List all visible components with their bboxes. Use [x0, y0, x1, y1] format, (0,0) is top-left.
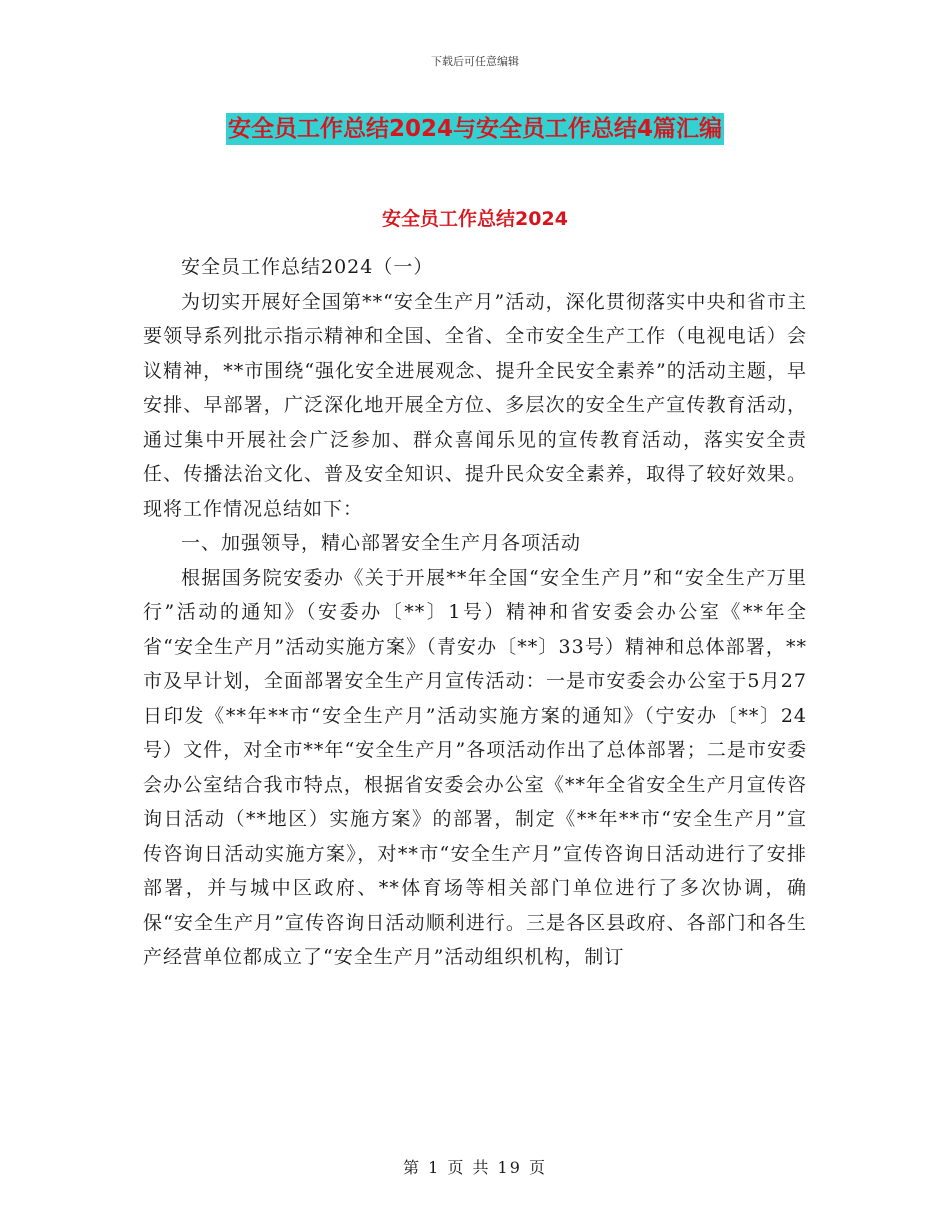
paragraph: 安全员工作总结2024（一） [181, 256, 434, 278]
paragraph: 根据国务院安委办《关于开展**年全国“安全生产月”和“安全生产万里行”活动的通知》（安委办〔**〕1号）精神和省安委会办公室《**年全省“安全生产月”活动实施方案》（青安办〔**〕33号）精神和总体部署，**市及早计划，全面部署安全生产月宣传活动：一是市安委会办公室于5月27日印发《**年**市“安全生产月”活动实施方案的通知》（宁安办〔**〕24号）文件，对全市**年“安全生产月”各项活动作出了总体部署；二是市安委会办公室结合我市特点，根据省安委会办公室《**年全省安全生产月宣传咨询日活动（**地区）实施方案》的部署，制定《**年**市“安全生产月”宣传咨询日活动实施方案》，对**市“安全生产月”宣传咨询日活动进行了安排部署，并与城中区政府、**体育场等相关部门单位进行了多次协调，确保“安全生产月”宣传咨询日活动顺利进行。三是各区县政府、各部门和各生产经营单位都成立了“安全生产月”活动组织机构，制订 [143, 566, 807, 968]
paragraph: 为切实开展好全国第**“安全生产月”活动，深化贯彻落实中央和省市主要领导系列批示指示精神和全国、全省、全市安全生产工作（电视电话）会议精神，**市围绕“强化安全进展观念、提升全民安全素养”的活动主题，早安排、早部署，广泛深化地开展全方位、多层次的安全生产宣传教育活动，通过集中开展社会广泛参加、群众喜闻乐见的宣传教育活动，落实安全责任、传播法治文化、普及安全知识、提升民众安全素养，取得了较好效果。现将工作情况总结如下： [143, 290, 807, 520]
main-title: 安全员工作总结2024与安全员工作总结4篇汇编 [226, 113, 724, 145]
section-title: 安全员工作总结2024 [382, 208, 568, 230]
header-note: 下载后可任意编辑 [431, 55, 519, 68]
main-title-container [0, 113, 950, 145]
page-footer: 第 1 页 共 19 页 [403, 1158, 547, 1177]
paragraph: 一、加强领导，精心部署安全生产月各项活动 [181, 532, 582, 554]
document-body [143, 250, 807, 975]
